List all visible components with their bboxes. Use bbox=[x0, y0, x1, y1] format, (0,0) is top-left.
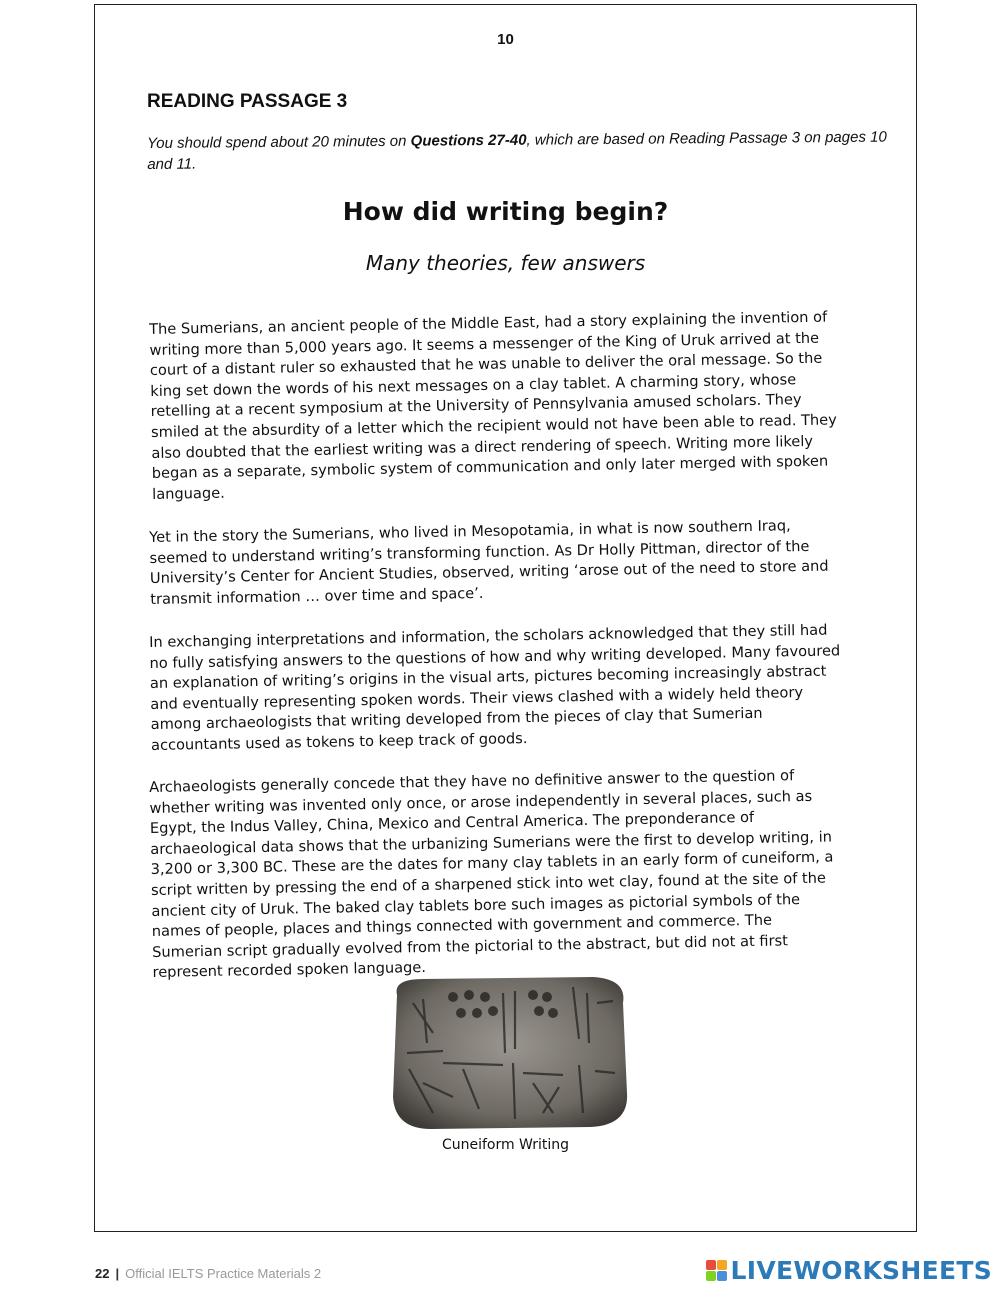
logo-square-blue bbox=[717, 1271, 727, 1281]
liveworksheets-logo[interactable] bbox=[706, 1256, 992, 1285]
liveworksheets-icon bbox=[706, 1260, 727, 1281]
footer-page-number: 22 bbox=[95, 1266, 110, 1281]
logo-square-red bbox=[706, 1260, 716, 1270]
logo-square-orange bbox=[717, 1260, 727, 1270]
footer-separator: | bbox=[115, 1266, 120, 1281]
footer bbox=[95, 1266, 321, 1281]
paragraph-1: The Sumerians, an ancient people of the Middle East, had a story explaining the invention of writing more than 5,000 years ago. It seems a messenger of the King of Uruk arrived at the court of a distant ruler so exhausted that he was unable to deliver the oral message. So the king set down the words of his next messages on a clay tablet. A charming story, whose retelling at a recent symposium at the University of Pennsylvania amused scholars. They smiled at the absurdity of a letter which the recipient would not have been able to read. They also doubted that the earliest writing was a direct rendering of speech. Writing more likely began as a separate, symbolic system of communication and only later merged with spoken language. bbox=[149, 308, 837, 503]
instructions-questions: Questions 27-40 bbox=[410, 131, 527, 150]
liveworksheets-wordmark: LIVEWORKSHEETS bbox=[730, 1256, 992, 1285]
figure-caption: Cuneiform Writing bbox=[441, 1137, 570, 1153]
instructions-post: , which are based on Reading Passage 3 on pages 10 and 11. bbox=[147, 128, 887, 173]
instructions-pre: You should spend about 20 minutes on bbox=[147, 132, 411, 152]
cuneiform-tablet-image bbox=[383, 973, 633, 1133]
logo-square-green bbox=[706, 1271, 716, 1281]
footer-book-title: Official IELTS Practice Materials 2 bbox=[125, 1266, 322, 1281]
article-title: How did writing begin? bbox=[342, 197, 669, 226]
paragraph-2: Yet in the story the Sumerians, who lived in Mesopotamia, in what is now southern Iraq, seemed to understand writing’s transforming function. As Dr Holly Pittman, director of the University’s Center for Ancient Studies, observed, writing ‘arose out of the need to store and transmit information … over time and space’. bbox=[149, 516, 829, 608]
page-number: 10 bbox=[497, 31, 514, 48]
article-subtitle: Many theories, few answers bbox=[365, 251, 646, 275]
paragraph-4: Archaeologists generally concede that they have no definitive answer to the question of whether writing was invented only once, or arose independently in several places, such as Egypt, the Indus Valley, China, Mexico and Central America. The preponderance of archaeological data shows that the urbanizing Sumerians were the first to develop writing, in 3,200 or 3,300 BC. These are the dates for many clay tablets in an early form of cuneiform, a script written by pressing the end of a sharpened stick into wet clay, found at the site of the ancient city of Uruk. The baked clay tablets bore such images as pictorial symbols of the names of people, places and things connected with government and commerce. The Sumerian script gradually evolved from the pictorial to the abstract, but did not at first represent recorded spoken language. bbox=[149, 766, 834, 981]
passage-heading: READING PASSAGE 3 bbox=[147, 91, 348, 112]
page-frame bbox=[94, 4, 917, 1232]
instructions bbox=[147, 126, 897, 175]
paragraph-3: In exchanging interpretations and information, the scholars acknowledged that they still had no fully satisfying answers to the questions of how and why writing developed. Many favoured an explanation of writing’s origins in the visual arts, pictures becoming increasingly abstract and eventually representing spoken words. Their views clashed with a widely held theory among archaeologists that writing developed from the pieces of clay that Sumerian accountants used as tokens to keep track of goods. bbox=[149, 621, 841, 754]
